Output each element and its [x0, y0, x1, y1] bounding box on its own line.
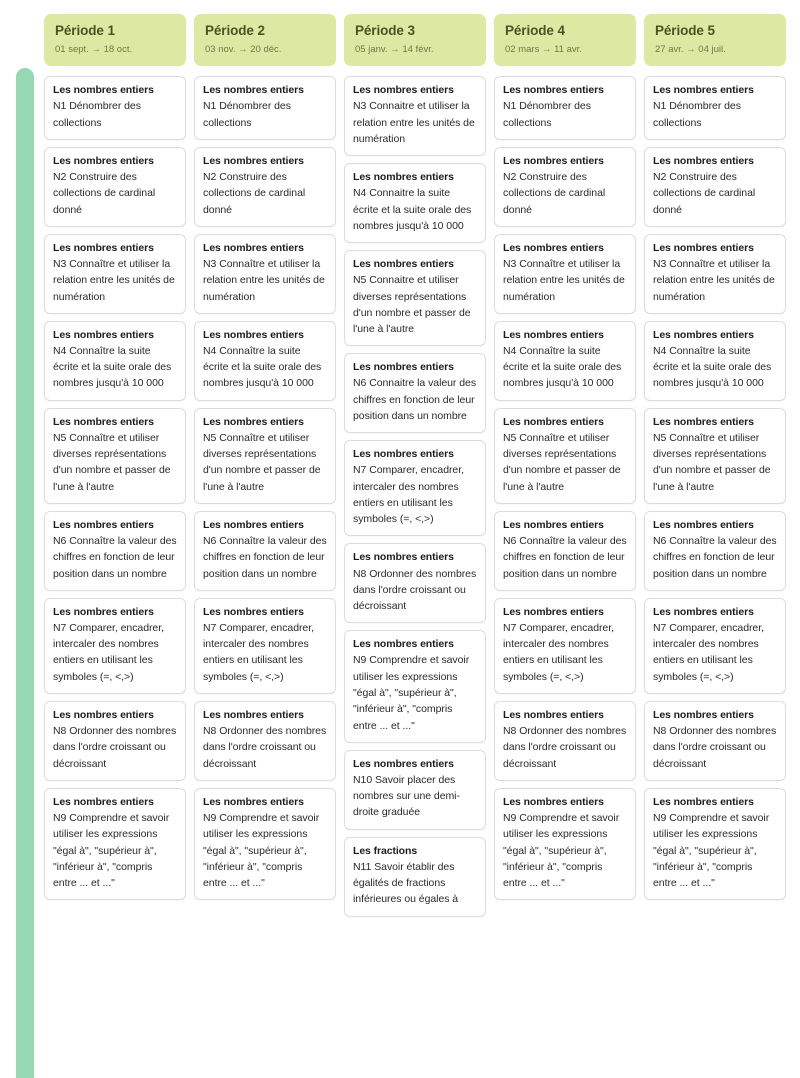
competency-domain-label: Les nombres entiers	[203, 605, 304, 618]
competency-domain-label: Les nombres entiers	[53, 241, 154, 254]
competency-domain-label: Les nombres entiers	[503, 415, 604, 428]
competency-card[interactable]	[494, 147, 636, 227]
competency-domain-label: Les nombres entiers	[653, 84, 754, 97]
competency-card[interactable]	[44, 76, 186, 140]
competency-card[interactable]	[344, 630, 486, 742]
competency-description: N6 Connaître la valeur des chiffres en fonction de leur position dans un nombre	[503, 535, 627, 580]
competency-domain-label: Les nombres entiers	[503, 84, 604, 97]
competency-card[interactable]	[344, 543, 486, 623]
competency-description: N1 Dénombrer des collections	[653, 100, 741, 129]
competency-card[interactable]	[644, 598, 786, 694]
competency-card[interactable]	[194, 788, 336, 900]
competency-description: N4 Connaître la suite écrite et la suite orale des nombres jusqu'à 10 000	[503, 344, 622, 390]
competency-domain-label: Les nombres entiers	[53, 795, 154, 808]
competency-card[interactable]	[494, 598, 636, 694]
competency-description: N11 Savoir établir des égalités de fractions inférieures ou égales à	[353, 860, 459, 906]
competency-card[interactable]	[494, 321, 636, 401]
competency-card[interactable]	[194, 76, 336, 140]
competency-card[interactable]	[344, 750, 486, 830]
competency-card[interactable]	[44, 701, 186, 781]
competency-card[interactable]	[494, 76, 636, 140]
competency-domain-label: Les nombres entiers	[653, 708, 754, 721]
competency-card[interactable]	[644, 321, 786, 401]
competency-description: N3 Connaitre et utiliser la relation entre les unités de numération	[353, 100, 475, 145]
competency-domain-label: Les nombres entiers	[503, 708, 604, 721]
competency-domain-label: Les nombres entiers	[503, 154, 604, 167]
competency-description: N8 Ordonner des nombres dans l'ordre croissant ou décroissant	[53, 725, 177, 770]
competency-card[interactable]	[644, 76, 786, 140]
competency-domain-label: Les nombres entiers	[203, 708, 304, 721]
competency-description: N9 Comprendre et savoir utiliser les expressions "égal à", "supérieur à", "inférieur à", "compris entre ... et ..."	[653, 812, 770, 890]
competency-card[interactable]	[644, 701, 786, 781]
competency-card[interactable]	[194, 701, 336, 781]
period-column	[194, 14, 336, 900]
competency-domain-label: Les nombres entiers	[353, 361, 454, 374]
competency-description: N8 Ordonner des nombres dans l'ordre croissant ou décroissant	[653, 725, 777, 770]
competency-card[interactable]	[194, 511, 336, 591]
competency-description: N1 Dénombrer des collections	[203, 100, 291, 129]
period-title: Période 4	[505, 23, 565, 38]
competency-domain-label: Les nombres entiers	[653, 795, 754, 808]
competency-domain-label: Les nombres entiers	[503, 328, 604, 341]
competency-card[interactable]	[644, 788, 786, 900]
competency-description: N3 Connaître et utiliser la relation entre les unités de numération	[653, 257, 775, 303]
competency-description: N5 Connaître et utiliser diverses représentations d'un nombre et passer de l'une à l'autre	[503, 431, 621, 493]
period-header[interactable]	[344, 14, 486, 66]
competency-card[interactable]	[44, 598, 186, 694]
competency-card[interactable]	[344, 353, 486, 433]
competency-description: N5 Connaitre et utiliser diverses représentations d'un nombre et passer de l'une à l'autre	[353, 274, 471, 336]
competency-card[interactable]	[44, 321, 186, 401]
competency-description: N7 Comparer, encadrer, intercaler des nombres entiers en utilisant les symboles (=, <,>)	[53, 621, 164, 683]
competency-domain-label: Les nombres entiers	[53, 518, 154, 531]
competency-domain-label: Les nombres entiers	[203, 84, 304, 97]
competency-description: N3 Connaître et utiliser la relation entre les unités de numération	[503, 257, 625, 303]
competency-domain-label: Les nombres entiers	[353, 638, 454, 651]
competency-description: N7 Comparer, encadrer, intercaler des nombres entiers en utilisant les symboles (=, <,>)	[503, 621, 614, 683]
competency-domain-label: Les nombres entiers	[53, 328, 154, 341]
competency-description: N6 Connaître la valeur des chiffres en fonction de leur position dans un nombre	[653, 535, 777, 580]
period-header[interactable]	[494, 14, 636, 66]
competency-card-list	[494, 76, 636, 900]
period-column	[44, 14, 186, 900]
competency-card[interactable]	[194, 408, 336, 504]
competency-domain-label: Les nombres entiers	[203, 154, 304, 167]
competency-domain-label: Les nombres entiers	[353, 448, 454, 461]
competency-description: N8 Ordonner des nombres dans l'ordre croissant ou décroissant	[353, 567, 477, 613]
competency-domain-label: Les nombres entiers	[503, 795, 604, 808]
competency-card[interactable]	[494, 788, 636, 900]
competency-domain-label: Les nombres entiers	[53, 154, 154, 167]
competency-domain-label: Les nombres entiers	[653, 328, 754, 341]
competency-description: N1 Dénombrer des collections	[53, 100, 141, 129]
competency-card[interactable]	[44, 788, 186, 900]
competency-card[interactable]	[644, 234, 786, 314]
period-title: Période 3	[355, 23, 415, 38]
competency-card-list	[44, 76, 186, 900]
competency-domain-label: Les nombres entiers	[353, 84, 454, 97]
competency-domain-label: Les nombres entiers	[203, 795, 304, 808]
competency-description: N9 Comprendre et savoir utiliser les expressions "égal à", "supérieur à", "inférieur à", "compris entre ... et ..."	[503, 812, 620, 890]
competency-domain-label: Les nombres entiers	[53, 605, 154, 618]
left-accent-bar	[16, 68, 34, 1078]
competency-domain-label: Les nombres entiers	[353, 171, 454, 184]
competency-card[interactable]	[494, 234, 636, 314]
period-column	[644, 14, 786, 900]
period-title: Période 1	[55, 23, 115, 38]
competency-description: N7 Comparer, encadrer, intercaler des nombres entiers en utilisant les symboles (=, <,>)	[653, 621, 764, 683]
competency-card[interactable]	[44, 234, 186, 314]
periods-columns-container	[44, 14, 790, 917]
competency-description: N2 Construire des collections de cardinal donné	[53, 171, 156, 216]
competency-domain-label: Les nombres entiers	[353, 258, 454, 271]
competency-card[interactable]	[494, 701, 636, 781]
competency-domain-label: Les nombres entiers	[353, 551, 454, 564]
competency-description: N9 Comprendre et savoir utiliser les expressions "égal à", "supérieur à", "inférieur à", "compris entre ... et ..."	[353, 654, 470, 732]
competency-description: N9 Comprendre et savoir utiliser les expressions "égal à", "supérieur à", "inférieur à", "compris entre ... et ..."	[203, 812, 320, 890]
competency-description: N10 Savoir placer des nombres sur une demi-droite graduée	[353, 773, 460, 819]
competency-domain-label: Les nombres entiers	[503, 241, 604, 254]
competency-card[interactable]	[44, 147, 186, 227]
competency-description: N4 Connaitre la suite écrite et la suite orale des nombres jusqu'à 10 000	[353, 187, 472, 232]
competency-description: N3 Connaître et utiliser la relation entre les unités de numération	[53, 257, 175, 303]
competency-domain-label: Les nombres entiers	[353, 757, 454, 770]
competency-card[interactable]	[644, 511, 786, 591]
competency-domain-label: Les nombres entiers	[203, 415, 304, 428]
competency-description: N2 Construire des collections de cardinal donné	[203, 171, 306, 216]
competency-card[interactable]	[644, 408, 786, 504]
competency-domain-label: Les fractions	[353, 844, 418, 857]
period-date-range: 27 avr. → 04 juil.	[655, 43, 726, 55]
competency-domain-label: Les nombres entiers	[203, 328, 304, 341]
competency-domain-label: Les nombres entiers	[53, 84, 154, 97]
competency-domain-label: Les nombres entiers	[653, 605, 754, 618]
competency-domain-label: Les nombres entiers	[653, 241, 754, 254]
competency-card-list	[644, 76, 786, 900]
period-column	[344, 14, 486, 917]
competency-card[interactable]	[344, 250, 486, 346]
competency-description: N4 Connaître la suite écrite et la suite orale des nombres jusqu'à 10 000	[53, 344, 172, 390]
period-date-range: 02 mars → 11 avr.	[505, 43, 582, 55]
competency-card-list	[194, 76, 336, 900]
competency-domain-label: Les nombres entiers	[503, 605, 604, 618]
competency-description: N6 Connaitre la valeur des chiffres en fonction de leur position dans un nombre	[353, 377, 477, 422]
competency-description: N3 Connaître et utiliser la relation entre les unités de numération	[203, 257, 325, 303]
competency-description: N1 Dénombrer des collections	[503, 100, 591, 129]
competency-domain-label: Les nombres entiers	[53, 415, 154, 428]
competency-domain-label: Les nombres entiers	[53, 708, 154, 721]
period-column	[494, 14, 636, 900]
competency-card[interactable]	[344, 76, 486, 156]
period-title: Période 2	[205, 23, 265, 38]
competency-card[interactable]	[194, 321, 336, 401]
competency-card[interactable]	[44, 511, 186, 591]
competency-card[interactable]	[494, 408, 636, 504]
competency-domain-label: Les nombres entiers	[653, 415, 754, 428]
competency-description: N2 Construire des collections de cardinal donné	[503, 171, 606, 216]
period-date-range: 05 janv. → 14 févr.	[355, 43, 434, 55]
competency-domain-label: Les nombres entiers	[503, 518, 604, 531]
competency-description: N4 Connaître la suite écrite et la suite orale des nombres jusqu'à 10 000	[203, 344, 322, 390]
competency-description: N7 Comparer, encadrer, intercaler des nombres entiers en utilisant les symboles (=, <,>)	[203, 621, 314, 683]
competency-description: N8 Ordonner des nombres dans l'ordre croissant ou décroissant	[503, 725, 627, 770]
period-title: Période 5	[655, 23, 715, 38]
period-header[interactable]	[44, 14, 186, 66]
competency-description: N5 Connaître et utiliser diverses représentations d'un nombre et passer de l'une à l'autre	[653, 431, 771, 493]
competency-card[interactable]	[194, 234, 336, 314]
competency-card[interactable]	[344, 440, 486, 536]
period-date-range: 03 nov. → 20 déc.	[205, 43, 282, 55]
competency-description: N5 Connaître et utiliser diverses représentations d'un nombre et passer de l'une à l'autre	[203, 431, 321, 493]
competency-domain-label: Les nombres entiers	[203, 241, 304, 254]
competency-card[interactable]	[344, 163, 486, 243]
competency-description: N8 Ordonner des nombres dans l'ordre croissant ou décroissant	[203, 725, 327, 770]
competency-description: N2 Construire des collections de cardinal donné	[653, 171, 756, 216]
competency-card-list	[344, 76, 486, 916]
competency-card[interactable]	[494, 511, 636, 591]
competency-description: N5 Connaître et utiliser diverses représentations d'un nombre et passer de l'une à l'autre	[53, 431, 171, 493]
competency-description: N7 Comparer, encadrer, intercaler des nombres entiers en utilisant les symboles (=, <,>)	[353, 464, 464, 526]
competency-card[interactable]	[644, 147, 786, 227]
competency-description: N9 Comprendre et savoir utiliser les expressions "égal à", "supérieur à", "inférieur à", "compris entre ... et ..."	[53, 812, 170, 890]
competency-card[interactable]	[194, 598, 336, 694]
competency-description: N4 Connaître la suite écrite et la suite orale des nombres jusqu'à 10 000	[653, 344, 772, 390]
competency-domain-label: Les nombres entiers	[653, 154, 754, 167]
competency-card[interactable]	[44, 408, 186, 504]
competency-card[interactable]	[344, 837, 486, 917]
competency-description: N6 Connaître la valeur des chiffres en fonction de leur position dans un nombre	[53, 535, 177, 580]
competency-description: N6 Connaître la valeur des chiffres en fonction de leur position dans un nombre	[203, 535, 327, 580]
period-header[interactable]	[644, 14, 786, 66]
competency-card[interactable]	[194, 147, 336, 227]
competency-domain-label: Les nombres entiers	[653, 518, 754, 531]
period-date-range: 01 sept. → 18 oct.	[55, 43, 133, 55]
period-header[interactable]	[194, 14, 336, 66]
competency-domain-label: Les nombres entiers	[203, 518, 304, 531]
